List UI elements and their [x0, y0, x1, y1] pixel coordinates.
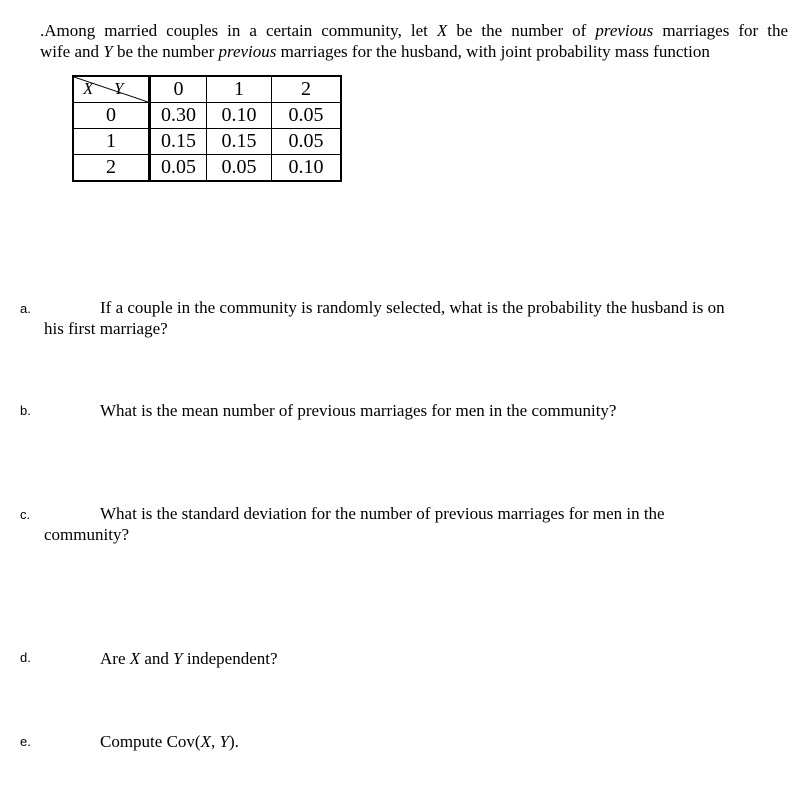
question-text: [44, 648, 764, 669]
intro-text: Among married couples in a certain community, let: [44, 21, 437, 40]
table-cell: 0.05: [272, 103, 342, 129]
question-letter: e.: [20, 734, 31, 749]
intro-text: marriages for the husband, with joint probability mass function: [276, 42, 710, 61]
intro-text: marriages for the: [653, 21, 788, 40]
table-cell: 0.10: [272, 155, 342, 182]
question-text: [44, 297, 764, 339]
question-fragment: ,: [210, 732, 220, 751]
variable-y: Y: [103, 42, 113, 61]
question-line: [44, 648, 278, 669]
question-text: [44, 503, 764, 545]
question-fragment: and: [140, 649, 174, 668]
variable-x: X: [436, 21, 448, 40]
question-text: [44, 731, 764, 752]
corner-label-y: Y: [114, 79, 124, 98]
question-text: [44, 400, 764, 421]
question-line: What is the standard deviation for the number of previous marriages for men in the: [100, 504, 665, 523]
column-header: 1: [207, 76, 272, 103]
variable-x: X: [200, 732, 211, 751]
question-line: If a couple in the community is randomly selected, what is the probability the husband is on: [100, 298, 725, 317]
intro-line-1: [40, 20, 788, 41]
table-cell: 0.05: [150, 155, 207, 182]
intro-text: be the number of: [447, 21, 596, 40]
problem-intro: [40, 20, 788, 62]
question-letter: d.: [20, 650, 31, 665]
table-row: [73, 155, 341, 182]
joint-pmf-table: [72, 75, 342, 182]
table-cell: 0.15: [207, 129, 272, 155]
question-line: his first marriage?: [44, 319, 168, 338]
table-cell: 0.05: [207, 155, 272, 182]
corner-label-x: X: [83, 79, 94, 98]
intro-text: wife and: [40, 42, 104, 61]
table-cell: 0.05: [272, 129, 342, 155]
intro-text: be the number: [112, 42, 219, 61]
variable-y: Y: [219, 732, 229, 751]
emphasis-previous: previous: [218, 42, 277, 61]
question-line: What is the mean number of previous marriages for men in the community?: [100, 401, 617, 420]
table-cell: 0.10: [207, 103, 272, 129]
row-header: 2: [73, 155, 150, 182]
question-line: community?: [44, 525, 129, 544]
intro-dot: .: [40, 21, 45, 40]
row-header: 0: [73, 103, 150, 129]
variable-x: X: [129, 649, 141, 668]
question-letter: c.: [20, 507, 31, 522]
question-fragment: independent?: [182, 649, 278, 668]
table-cell: 0.30: [150, 103, 207, 129]
table-row: [73, 129, 341, 155]
question-letter: b.: [20, 403, 31, 418]
variable-y: Y: [173, 649, 183, 668]
emphasis-previous: previous: [595, 21, 654, 40]
row-header: 1: [73, 129, 150, 155]
table-cell: 0.15: [150, 129, 207, 155]
question-fragment: Compute Cov(: [100, 732, 201, 751]
table-row: [73, 103, 341, 129]
column-header: 2: [272, 76, 342, 103]
column-header: 0: [150, 76, 207, 103]
question-fragment: ).: [228, 732, 239, 751]
table-corner-cell: [73, 76, 150, 103]
table-header-row: [73, 76, 341, 103]
intro-line-2: [40, 41, 788, 62]
question-letter: a.: [20, 301, 31, 316]
question-fragment: Are: [100, 649, 130, 668]
question-line: [44, 731, 239, 752]
